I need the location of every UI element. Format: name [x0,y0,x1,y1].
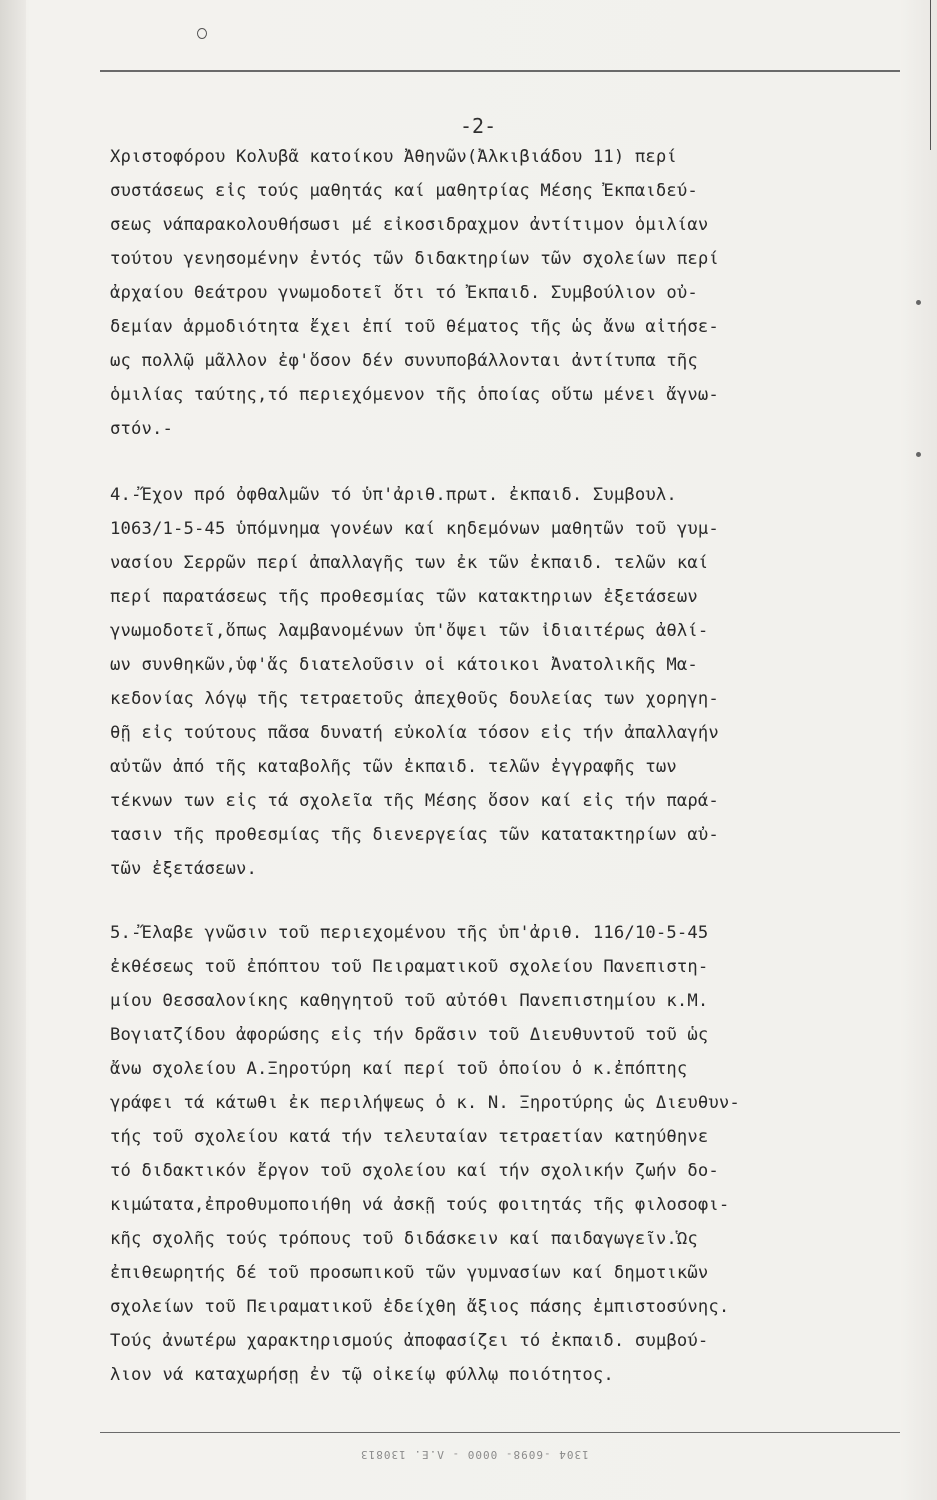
text-line: μίου Θεσσαλονίκης καθηγητοῦ τοῦ αὐτόθι Πανεπιστημίου κ.Μ. [110,991,709,1011]
text-line: 4.-Ἔχον πρό ὀφθαλμῶν τό ὑπ'ἀριθ.πρωτ. ἐκπαιδ. Συμβουλ. [110,485,677,505]
punch-hole-mark [197,28,207,39]
text-line: τασιν τῆς προθεσμίας τῆς διενεργείας τῶν κατατακτηρίων αὐ- [110,825,719,845]
text-line: τό διδακτικόν ἔργον τοῦ σχολείου καί τήν σχολικήν ζωήν δο- [110,1161,719,1181]
text-line: τῶν ἐξετάσεων. [110,859,257,879]
text-line: 1063/1-5-45 ὑπόμνημα γονέων καί κηδεμόνων μαθητῶν τοῦ γυμ- [110,519,719,539]
text-line: ἐκθέσεως τοῦ ἐπόπτου τοῦ Πειραματικοῦ σχολείου Πανεπιστη- [110,957,709,977]
page-number: -2- [460,114,497,138]
text-line: Βογιατζίδου ἀφορώσης εἰς τήν δρᾶσιν τοῦ Διευθυντοῦ τοῦ ὡς [110,1025,709,1045]
margin-dot [916,452,921,457]
text-line: σχολείων τοῦ Πειραματικοῦ ἐδείχθη ἄξιος πάσης ἐμπιστοσύνης. [110,1297,730,1317]
text-line: ως πολλῷ μᾶλλον ἐφ'ὅσον δέν συνυποβάλλονται ἀντίτυπα τῆς [110,351,698,371]
intro-paragraph [110,140,910,446]
text-line: τής τοῦ σχολείου κατά τήν τελευταίαν τετραετίαν κατηύθηνε [110,1127,709,1147]
text-line: στόν.- [110,419,173,439]
text-line: τέκνων των εἰς τά σχολεῖα τῆς Μέσης ὅσον καί εἰς τήν παρά- [110,791,719,811]
paragraph-5 [110,916,910,1392]
text-line: σεως νάπαρακολουθήσωσι μέ εἰκοσιδραχμον ἀντίτιμον ὁμιλίαν [110,215,709,235]
text-line: κιμώτατα,ἐπροθυμοποιήθη νά ἀσκῇ τούς φοιτητάς τῆς φιλοσοφι- [110,1195,730,1215]
text-line: συστάσεως εἰς τούς μαθητάς καί μαθητρίας Μέσης Ἐκπαιδεύ- [110,181,698,201]
footer-stamp: 1304 -6098- 0000 - Λ.Ε. 130813 [360,1448,589,1461]
paragraph-4 [110,478,910,886]
text-line: ὁμιλίας ταύτης,τό περιεχόμενον τῆς ὁποίας οὕτω μένει ἄγνω- [110,385,719,405]
text-line: κῆς σχολῆς τούς τρόπους τοῦ διδάσκειν καί παιδαγωγεῖν.Ὡς [110,1229,698,1249]
text-line: γνωμοδοτεῖ,ὅπως λαμβανομένων ὑπ'ὄψει τῶν ἰδιαιτέρως ἀθλί- [110,621,709,641]
text-line: ἐπιθεωρητής δέ τοῦ προσωπικοῦ τῶν γυμνασίων καί δημοτικῶν [110,1263,709,1283]
text-line: Χριστοφόρου Κολυβᾶ κατοίκου Ἀθηνῶν(Ἀλκιβιάδου 11) περί [110,147,677,167]
text-line: γράφει τά κάτωθι ἐκ περιλήψεως ὁ κ. Ν. Ξηροτύρης ὡς Διευθυν- [110,1093,740,1113]
text-line: ἄνω σχολείου Α.Ξηροτύρη καί περί τοῦ ὁποίου ὁ κ.ἐπόπτης [110,1059,688,1079]
margin-dot [916,300,921,305]
text-line: λιον νά καταχωρήσῃ ἐν τῷ οἰκείῳ φύλλῳ ποιότητος. [110,1365,614,1385]
text-line: 5.-Ἔλαβε γνῶσιν τοῦ περιεχομένου τῆς ὑπ'ἀριθ. 116/10-5-45 [110,923,709,943]
text-line: θῇ εἰς τούτους πᾶσα δυνατή εὐκολία τόσον εἰς τήν ἀπαλλαγήν [110,723,719,743]
binding-edge [0,0,26,1500]
right-margin-bar [930,0,932,150]
text-line: περί παρατάσεως τῆς προθεσμίας τῶν κατακτηριων ἐξετάσεων [110,587,698,607]
footer-rule [100,1432,900,1433]
text-line: ἀρχαίου Θεάτρου γνωμοδοτεῖ ὅτι τό Ἐκπαιδ. Συμβούλιον οὐ- [110,283,698,303]
text-line: τούτου γενησομένην ἐντός τῶν διδακτηρίων τῶν σχολείων περί [110,249,719,269]
header-rule [100,70,900,72]
text-line: κεδονίας λόγῳ τῆς τετραετοῦς ἀπεχθοῦς δουλείας των χορηγη- [110,689,719,709]
text-line: νασίου Σερρῶν περί ἀπαλλαγῆς των ἐκ τῶν ἐκπαιδ. τελῶν καί [110,553,709,573]
text-line: Τούς ἀνωτέρω χαρακτηρισμούς ἀποφασίζει τό ἐκπαιδ. συμβού- [110,1331,709,1351]
text-line: δεμίαν ἁρμοδιότητα ἔχει ἐπί τοῦ θέματος τῆς ὡς ἄνω αἰτήσε- [110,317,719,337]
text-line: ων συνθηκῶν,ὑφ'ἅς διατελοῦσιν οἱ κάτοικοι Ἀνατολικῆς Μα- [110,655,698,675]
text-line: αὐτῶν ἀπό τῆς καταβολῆς τῶν ἐκπαιδ. τελῶν ἐγγραφῆς των [110,757,677,777]
